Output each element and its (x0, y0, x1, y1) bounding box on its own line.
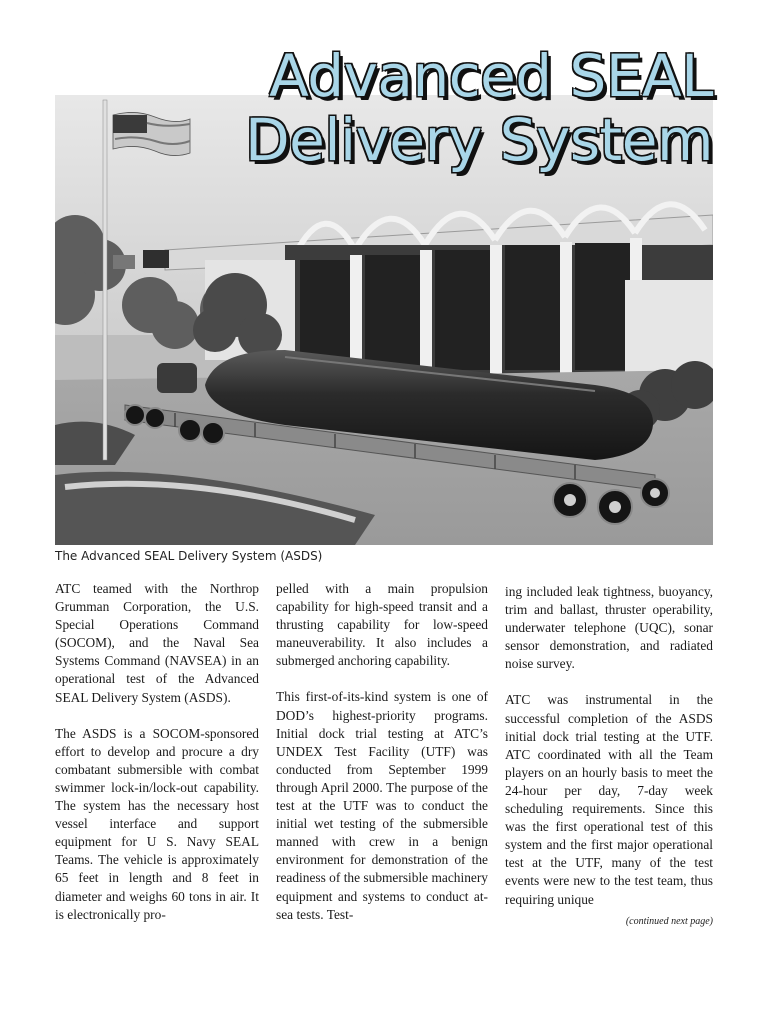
paragraph: ATC teamed with the Northrop Grumman Corporation, the U.S. Special Operations Command (SOCOM), and the Naval Sea Systems Command (NAVSEA) in an operational test of the Advanced SEAL Delivery System (ASDS). (55, 581, 259, 705)
paragraph: ATC was instrumental in the successful completion of the ASDS initial dock trial testing at the UTF. ATC coordinated with all the Team players on an hourly basis to meet the 24-hour per day, 7-day week scheduling requirements. Since this was the first operational test of this system and the first major operational test at the UTF, many of the test events were new to the test team, thus requiring unique (505, 692, 713, 907)
paragraph: The ASDS is a SOCOM-sponsored effort to develop and procure a dry combatant submersible with combat swimmer lock-in/lock-out capability. The system has the necessary host vessel interface and support equipment for U S. Navy SEAL Teams. The vehicle is approximately 65 feet in length and 8 feet in diameter and weighs 60 tons in air. It is electronically pro- (55, 725, 259, 922)
article-column-1 (55, 580, 259, 942)
article-column-2 (276, 580, 488, 942)
page-title (245, 44, 713, 172)
continued-note: (continued next page) (625, 916, 713, 927)
page-title-line-1: Advanced SEAL (269, 42, 713, 110)
paragraph: ing included leak tightness, buoyancy, trim and ballast, thruster operability, underwater telephone (UQC), sonar sensor demonstration, and radiated noise survey. (505, 584, 713, 672)
paragraph: pelled with a main propulsion capability for high-speed transit and a thrusting capability for low-speed maneuverability. It also includes a submerged anchoring capability. (276, 581, 488, 669)
paragraph: This first-of-its-kind system is one of DOD’s highest-priority programs. Initial dock trial testing at ATC’s UNDEX Test Facility (UTF) was conducted from September 1999 through April 2000. The purpose of the test at the UTF was to conduct the initial wet testing of the submersible manned with crew in a benign environment for demonstration of the readiness of the submersible machinery equipment and systems to conduct at-sea tests. Test- (276, 689, 488, 922)
page-title-line-2: Delivery System (245, 106, 713, 174)
article-column-3 (505, 583, 713, 927)
photo-caption: The Advanced SEAL Delivery System (ASDS) (55, 549, 323, 563)
